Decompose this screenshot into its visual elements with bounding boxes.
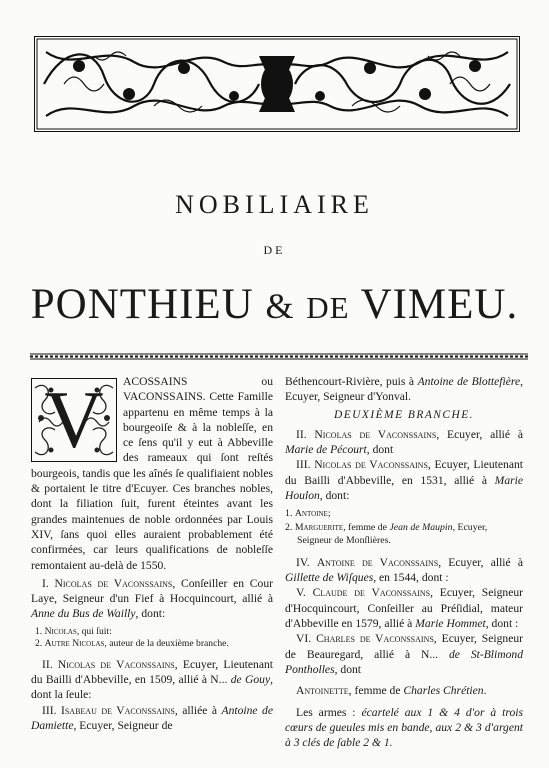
title-vimeu: VIMEU.: [360, 281, 519, 328]
section-heading: DEUXIÈME BRANCHE.: [333, 408, 474, 421]
left-column: [31, 374, 273, 733]
title-ponthieu: PONTHIEU: [30, 281, 254, 328]
entry-r1: II. Nicolas de Vaconssains, Ecuyer, allié à Marie de Pécourt, dont: [285, 427, 523, 457]
drop-cap-letter: V: [44, 374, 104, 465]
intro-paragraph: ACOSSAINS ou VACONSSAINS. Cette Famille appartenu en même temps à la bourgeoiſe & à la nobleſſe, en ce ſens qu'il y eut à Abbeville des rameaux qui ſont reſtés bourgeois, tandis que les aînés ſe qualifiaient nobles & portaient le titre d'Ecuyer. Ces branches nobles, dont la filiation ſuit, furent éteintes avant les grandes maintenues de noble ordonnées par Louis XIV, ſans quoi elles auraient probablement été confirmées, car leurs qualifications de nobleſſe remontaient au-delà de 1550.: [31, 375, 273, 572]
entry-r3: IV. Antoine de Vaconssains, Ecuyer, allié à Gillette de Wiſques, en 1544, dont :: [285, 555, 523, 585]
decorative-rule: [30, 353, 528, 360]
title-de-small: DE: [306, 290, 350, 325]
children-list-2: [285, 507, 523, 548]
entry-r6: Antoinette, femme de Charles Chrétien.: [296, 684, 487, 698]
title-nobiliaire: NOBILIAIRE: [175, 190, 374, 219]
drop-cap: [31, 374, 117, 465]
title-main: [0, 280, 549, 329]
title-ampersand: &: [265, 286, 295, 326]
entry-r5: VI. Charles de Vaconssains, Ecuyer, Seigneur de Beauregard, allié à N... de St-Blimond Pontholles, dont: [285, 632, 523, 676]
list-item: 1. Nicolas, qui ſuit:: [35, 625, 112, 637]
entry-2: II. Nicolas de Vaconssains, Ecuyer, Lieutenant du Bailli d'Abbeville, en 1509, allié à N... de Gouy, dont la ſeule:: [31, 657, 274, 702]
list-item: 2. Autre Nicolas, auteur de la deuxième branche.: [35, 638, 229, 650]
list-item: 1. Antoine;: [285, 508, 331, 520]
entry-1: I. Nicolas de Vaconssains, Conſeiller en Cour Laye, Seigneur d'un Fief à Hocquincourt, allié à Anne du Bus de Wailly, dont:: [31, 576, 273, 621]
coat-of-arms: Les armes : écartelé aux 1 & 4 d'or à trois cœurs de gueules mis en bande, aux 2 & 3 d'argent à 3 clés de ſable 2 & 1.: [285, 705, 523, 750]
children-list-1: [33, 626, 273, 651]
title-de: DE: [263, 243, 286, 257]
right-column: [285, 374, 523, 750]
entry-r4: V. Claude de Vaconssains, Ecuyer, Seigneur d'Hocquincourt, Conſeiller au Préſidial, mateur d'Abbeville en 1579, allié à Marie Hommet, dont :: [285, 586, 524, 631]
entry-r2: III. Nicolas de Vaconssains, Ecuyer, Lieutenant du Bailli d'Abbeville, en 1531, allié à Marie Houlon, dont:: [285, 458, 524, 503]
ornamental-headband: [34, 36, 520, 132]
continuation-paragraph: Béthencourt-Rivière, puis à Antoine de Blottefière, Ecuyer, Seigneur d'Yonval.: [285, 375, 523, 404]
list-item: 2. Marguerite, femme de Jean de Maupin, Ecuyer, Seigneur de Monſlières.: [285, 521, 488, 547]
entry-3: III. Isabeau de Vaconssains, alliée à Antoine de Damiette, Ecuyer, Seigneur de: [31, 703, 273, 732]
